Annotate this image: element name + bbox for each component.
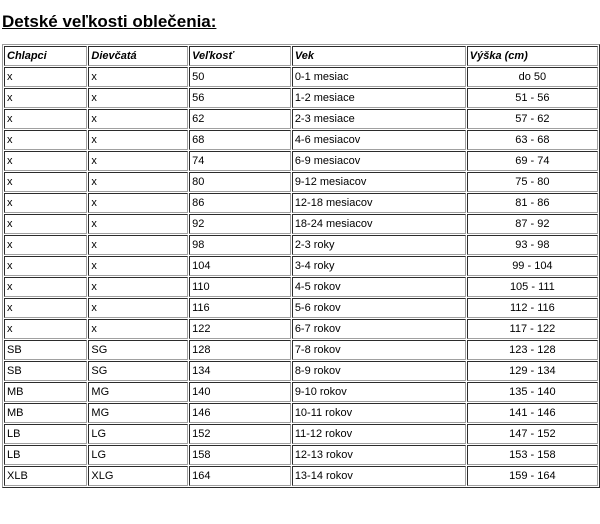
cell-age: 3-4 roky xyxy=(292,256,466,276)
cell-girls: XLG xyxy=(88,466,188,486)
cell-height: 75 - 80 xyxy=(467,172,598,192)
header-girls: Dievčatá xyxy=(88,46,188,66)
size-table xyxy=(2,44,600,488)
cell-size: 92 xyxy=(189,214,291,234)
cell-size: 128 xyxy=(189,340,291,360)
table-row xyxy=(4,277,598,297)
cell-height: 51 - 56 xyxy=(467,88,598,108)
cell-age: 13-14 rokov xyxy=(292,466,466,486)
cell-boys: x xyxy=(4,172,87,192)
header-boys: Chlapci xyxy=(4,46,87,66)
cell-girls: SG xyxy=(88,361,188,381)
cell-age: 11-12 rokov xyxy=(292,424,466,444)
cell-size: 146 xyxy=(189,403,291,423)
cell-height: 112 - 116 xyxy=(467,298,598,318)
cell-size: 134 xyxy=(189,361,291,381)
cell-age: 4-6 mesiacov xyxy=(292,130,466,150)
cell-boys: x xyxy=(4,319,87,339)
cell-size: 74 xyxy=(189,151,291,171)
table-row xyxy=(4,172,598,192)
cell-girls: x xyxy=(88,235,188,255)
cell-height: do 50 xyxy=(467,67,598,87)
cell-height: 123 - 128 xyxy=(467,340,598,360)
cell-age: 1-2 mesiace xyxy=(292,88,466,108)
cell-age: 12-18 mesiacov xyxy=(292,193,466,213)
cell-girls: x xyxy=(88,319,188,339)
cell-age: 9-12 mesiacov xyxy=(292,172,466,192)
cell-girls: MG xyxy=(88,382,188,402)
cell-girls: SG xyxy=(88,340,188,360)
cell-girls: LG xyxy=(88,424,188,444)
table-row xyxy=(4,298,598,318)
cell-height: 135 - 140 xyxy=(467,382,598,402)
cell-height: 81 - 86 xyxy=(467,193,598,213)
cell-boys: x xyxy=(4,235,87,255)
cell-height: 57 - 62 xyxy=(467,109,598,129)
cell-size: 68 xyxy=(189,130,291,150)
cell-age: 0-1 mesiac xyxy=(292,67,466,87)
cell-age: 6-9 mesiacov xyxy=(292,151,466,171)
cell-height: 105 - 111 xyxy=(467,277,598,297)
cell-height: 99 - 104 xyxy=(467,256,598,276)
table-row xyxy=(4,256,598,276)
cell-height: 63 - 68 xyxy=(467,130,598,150)
cell-girls: x xyxy=(88,298,188,318)
cell-size: 164 xyxy=(189,466,291,486)
cell-height: 129 - 134 xyxy=(467,361,598,381)
cell-boys: MB xyxy=(4,403,87,423)
cell-boys: x xyxy=(4,88,87,108)
cell-size: 122 xyxy=(189,319,291,339)
cell-age: 18-24 mesiacov xyxy=(292,214,466,234)
cell-height: 147 - 152 xyxy=(467,424,598,444)
header-size: Veľkosť xyxy=(189,46,291,66)
cell-boys: x xyxy=(4,214,87,234)
cell-size: 110 xyxy=(189,277,291,297)
table-row xyxy=(4,403,598,423)
table-row xyxy=(4,130,598,150)
cell-size: 104 xyxy=(189,256,291,276)
cell-boys: x xyxy=(4,256,87,276)
cell-age: 5-6 rokov xyxy=(292,298,466,318)
cell-girls: x xyxy=(88,130,188,150)
cell-girls: MG xyxy=(88,403,188,423)
cell-boys: x xyxy=(4,298,87,318)
cell-girls: x xyxy=(88,172,188,192)
cell-age: 12-13 rokov xyxy=(292,445,466,465)
cell-age: 10-11 rokov xyxy=(292,403,466,423)
cell-girls: x xyxy=(88,193,188,213)
cell-size: 140 xyxy=(189,382,291,402)
cell-height: 87 - 92 xyxy=(467,214,598,234)
cell-age: 4-5 rokov xyxy=(292,277,466,297)
table-row xyxy=(4,67,598,87)
table-body xyxy=(4,67,598,486)
table-row xyxy=(4,382,598,402)
cell-girls: x xyxy=(88,214,188,234)
cell-age: 2-3 mesiace xyxy=(292,109,466,129)
cell-height: 153 - 158 xyxy=(467,445,598,465)
cell-height: 117 - 122 xyxy=(467,319,598,339)
cell-boys: x xyxy=(4,151,87,171)
cell-size: 98 xyxy=(189,235,291,255)
cell-size: 116 xyxy=(189,298,291,318)
cell-boys: SB xyxy=(4,340,87,360)
table-row xyxy=(4,424,598,444)
table-row xyxy=(4,319,598,339)
cell-size: 80 xyxy=(189,172,291,192)
table-row xyxy=(4,214,598,234)
table-row xyxy=(4,151,598,171)
cell-boys: x xyxy=(4,193,87,213)
cell-girls: x xyxy=(88,256,188,276)
cell-boys: x xyxy=(4,130,87,150)
cell-size: 56 xyxy=(189,88,291,108)
cell-girls: x xyxy=(88,151,188,171)
cell-girls: x xyxy=(88,67,188,87)
cell-girls: x xyxy=(88,277,188,297)
cell-age: 9-10 rokov xyxy=(292,382,466,402)
cell-size: 152 xyxy=(189,424,291,444)
cell-boys: LB xyxy=(4,445,87,465)
cell-size: 50 xyxy=(189,67,291,87)
cell-boys: MB xyxy=(4,382,87,402)
table-row xyxy=(4,340,598,360)
cell-size: 62 xyxy=(189,109,291,129)
table-row xyxy=(4,235,598,255)
cell-height: 141 - 146 xyxy=(467,403,598,423)
cell-girls: x xyxy=(88,109,188,129)
table-row xyxy=(4,109,598,129)
cell-boys: x xyxy=(4,277,87,297)
header-age: Vek xyxy=(292,46,466,66)
header-height: Výška (cm) xyxy=(467,46,598,66)
table-row xyxy=(4,466,598,486)
table-row xyxy=(4,361,598,381)
cell-height: 93 - 98 xyxy=(467,235,598,255)
page-title: Detské veľkosti oblečenia: xyxy=(2,12,217,31)
table-header-row xyxy=(4,46,598,66)
table-row xyxy=(4,193,598,213)
cell-girls: LG xyxy=(88,445,188,465)
cell-boys: x xyxy=(4,67,87,87)
table-row xyxy=(4,445,598,465)
cell-age: 6-7 rokov xyxy=(292,319,466,339)
cell-height: 159 - 164 xyxy=(467,466,598,486)
cell-boys: XLB xyxy=(4,466,87,486)
cell-boys: SB xyxy=(4,361,87,381)
cell-age: 8-9 rokov xyxy=(292,361,466,381)
cell-size: 86 xyxy=(189,193,291,213)
cell-age: 7-8 rokov xyxy=(292,340,466,360)
cell-boys: x xyxy=(4,109,87,129)
cell-boys: LB xyxy=(4,424,87,444)
cell-girls: x xyxy=(88,88,188,108)
cell-height: 69 - 74 xyxy=(467,151,598,171)
cell-age: 2-3 roky xyxy=(292,235,466,255)
cell-size: 158 xyxy=(189,445,291,465)
table-row xyxy=(4,88,598,108)
